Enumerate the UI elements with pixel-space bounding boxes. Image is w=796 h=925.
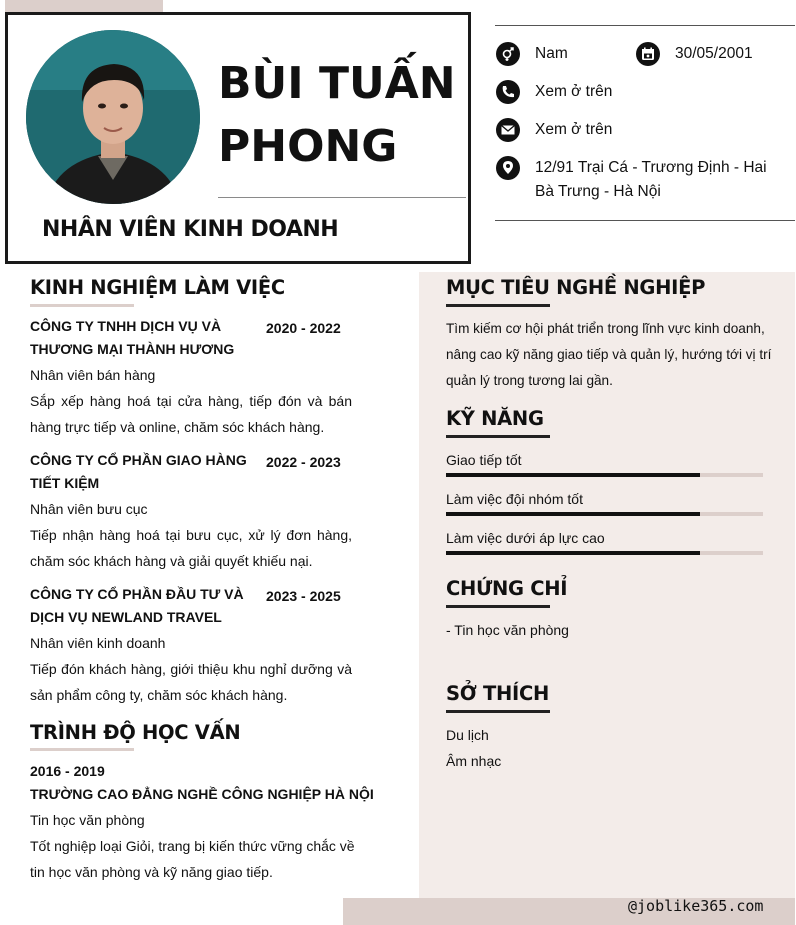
- job3-company: [30, 583, 260, 629]
- job3-description: Tiếp đón khách hàng, giới thiệu khu nghỉ dưỡng và sản phẩm công ty, chăm sóc khách hàng.: [30, 661, 352, 703]
- objective-underline: [446, 304, 550, 307]
- certificate-item: - Tin học văn phòng: [446, 622, 569, 638]
- skill-1-fill: [446, 473, 700, 477]
- job2-years: 2022 - 2023: [266, 454, 341, 470]
- education-school: TRƯỜNG CAO ĐẲNG NGHỀ CÔNG NGHIỆP HÀ NỘI: [30, 786, 374, 802]
- skills-underline: [446, 435, 550, 438]
- email-value[interactable]: Xem ở trên: [535, 121, 613, 138]
- job3-years: 2023 - 2025: [266, 588, 341, 604]
- certificates-underline: [446, 605, 550, 608]
- skills-title: KỸ NĂNG: [446, 407, 544, 430]
- certificates-title: CHỨNG CHỈ: [446, 577, 568, 600]
- experience-title: KINH NGHIỆM LÀM VIỆC: [30, 276, 285, 299]
- calendar-icon: [636, 42, 660, 66]
- job2-description: Tiếp nhận hàng hoá tại bưu cục, xử lý đơn hàng, chăm sóc khách hàng và giải quyết khiếu nại.: [30, 527, 352, 569]
- address-value: [535, 156, 767, 204]
- objective-title: MỤC TIÊU NGHỀ NGHIỆP: [446, 276, 706, 299]
- skill-3-label: Làm việc dưới áp lực cao: [446, 530, 605, 546]
- info-top-divider: [495, 25, 795, 26]
- job3-role: Nhân viên kinh doanh: [30, 635, 166, 651]
- name-divider: [218, 197, 466, 198]
- education-description: Tốt nghiệp loại Giỏi, trang bị kiến thức vững chắc về tin học văn phòng và kỹ năng giao tiếp.: [30, 838, 355, 880]
- job1-company-line1: CÔNG TY TNHH DỊCH VỤ VÀ: [30, 318, 222, 334]
- avatar-image: [26, 30, 200, 204]
- education-major: Tin học văn phòng: [30, 812, 145, 828]
- candidate-name-line2: PHONG: [218, 121, 398, 172]
- footer-watermark[interactable]: @joblike365.com: [628, 897, 764, 915]
- dob-value: 30/05/2001: [675, 45, 753, 62]
- email-icon: [496, 118, 520, 142]
- location-icon: [496, 156, 520, 180]
- address-line1: 12/91 Trại Cá - Trương Định - Hai: [535, 159, 767, 176]
- info-bottom-divider: [495, 220, 795, 221]
- phone-icon: [496, 80, 520, 104]
- skill-2-fill: [446, 512, 700, 516]
- job3-company-line1: CÔNG TY CỔ PHẦN ĐẦU TƯ VÀ: [30, 586, 244, 602]
- gender-icon: [496, 42, 520, 66]
- skill-1-bar: [446, 473, 763, 477]
- skill-2-bar: [446, 512, 763, 516]
- avatar: [26, 30, 200, 204]
- candidate-name-line1: BÙI TUẤN: [218, 58, 456, 109]
- job2-company-line1: CÔNG TY CỔ PHẦN GIAO HÀNG: [30, 452, 247, 468]
- hobby-item-2: Âm nhạc: [446, 753, 502, 769]
- candidate-name: [218, 52, 456, 178]
- address-line2: Bà Trưng - Hà Nội: [535, 183, 661, 200]
- education-title: TRÌNH ĐỘ HỌC VẤN: [30, 721, 241, 744]
- hobby-item-1: Du lịch: [446, 727, 489, 743]
- job3-company-line2: DỊCH VỤ NEWLAND TRAVEL: [30, 609, 222, 625]
- job1-company: [30, 315, 260, 361]
- job-title: NHÂN VIÊN KINH DOANH: [42, 217, 339, 242]
- hobbies-underline: [446, 710, 550, 713]
- gender-value: Nam: [535, 45, 568, 62]
- education-years: 2016 - 2019: [30, 763, 105, 779]
- skill-3-bar: [446, 551, 763, 555]
- education-underline: [30, 748, 134, 751]
- objective-text: Tìm kiếm cơ hội phát triển trong lĩnh vực kinh doanh, nâng cao kỹ năng giao tiếp và quản lý, hướng tới vị trí quản lý trong tương lai gần.: [446, 321, 772, 388]
- phone-value[interactable]: Xem ở trên: [535, 83, 613, 100]
- skill-1-label: Giao tiếp tốt: [446, 452, 522, 468]
- hobbies-title: SỞ THÍCH: [446, 682, 549, 705]
- job2-company-line2: TIẾT KIỆM: [30, 475, 100, 491]
- job1-years: 2020 - 2022: [266, 320, 341, 336]
- job1-description: Sắp xếp hàng hoá tại cửa hàng, tiếp đón và bán hàng trực tiếp và online, chăm sóc khách hàng.: [30, 393, 352, 435]
- skill-3-fill: [446, 551, 700, 555]
- job1-company-line2: THƯƠNG MẠI THÀNH HƯƠNG: [30, 341, 235, 357]
- experience-underline: [30, 304, 134, 307]
- job2-company: [30, 449, 260, 495]
- job2-role: Nhân viên bưu cục: [30, 501, 148, 517]
- skill-2-label: Làm việc đội nhóm tốt: [446, 491, 583, 507]
- job1-role: Nhân viên bán hàng: [30, 367, 156, 383]
